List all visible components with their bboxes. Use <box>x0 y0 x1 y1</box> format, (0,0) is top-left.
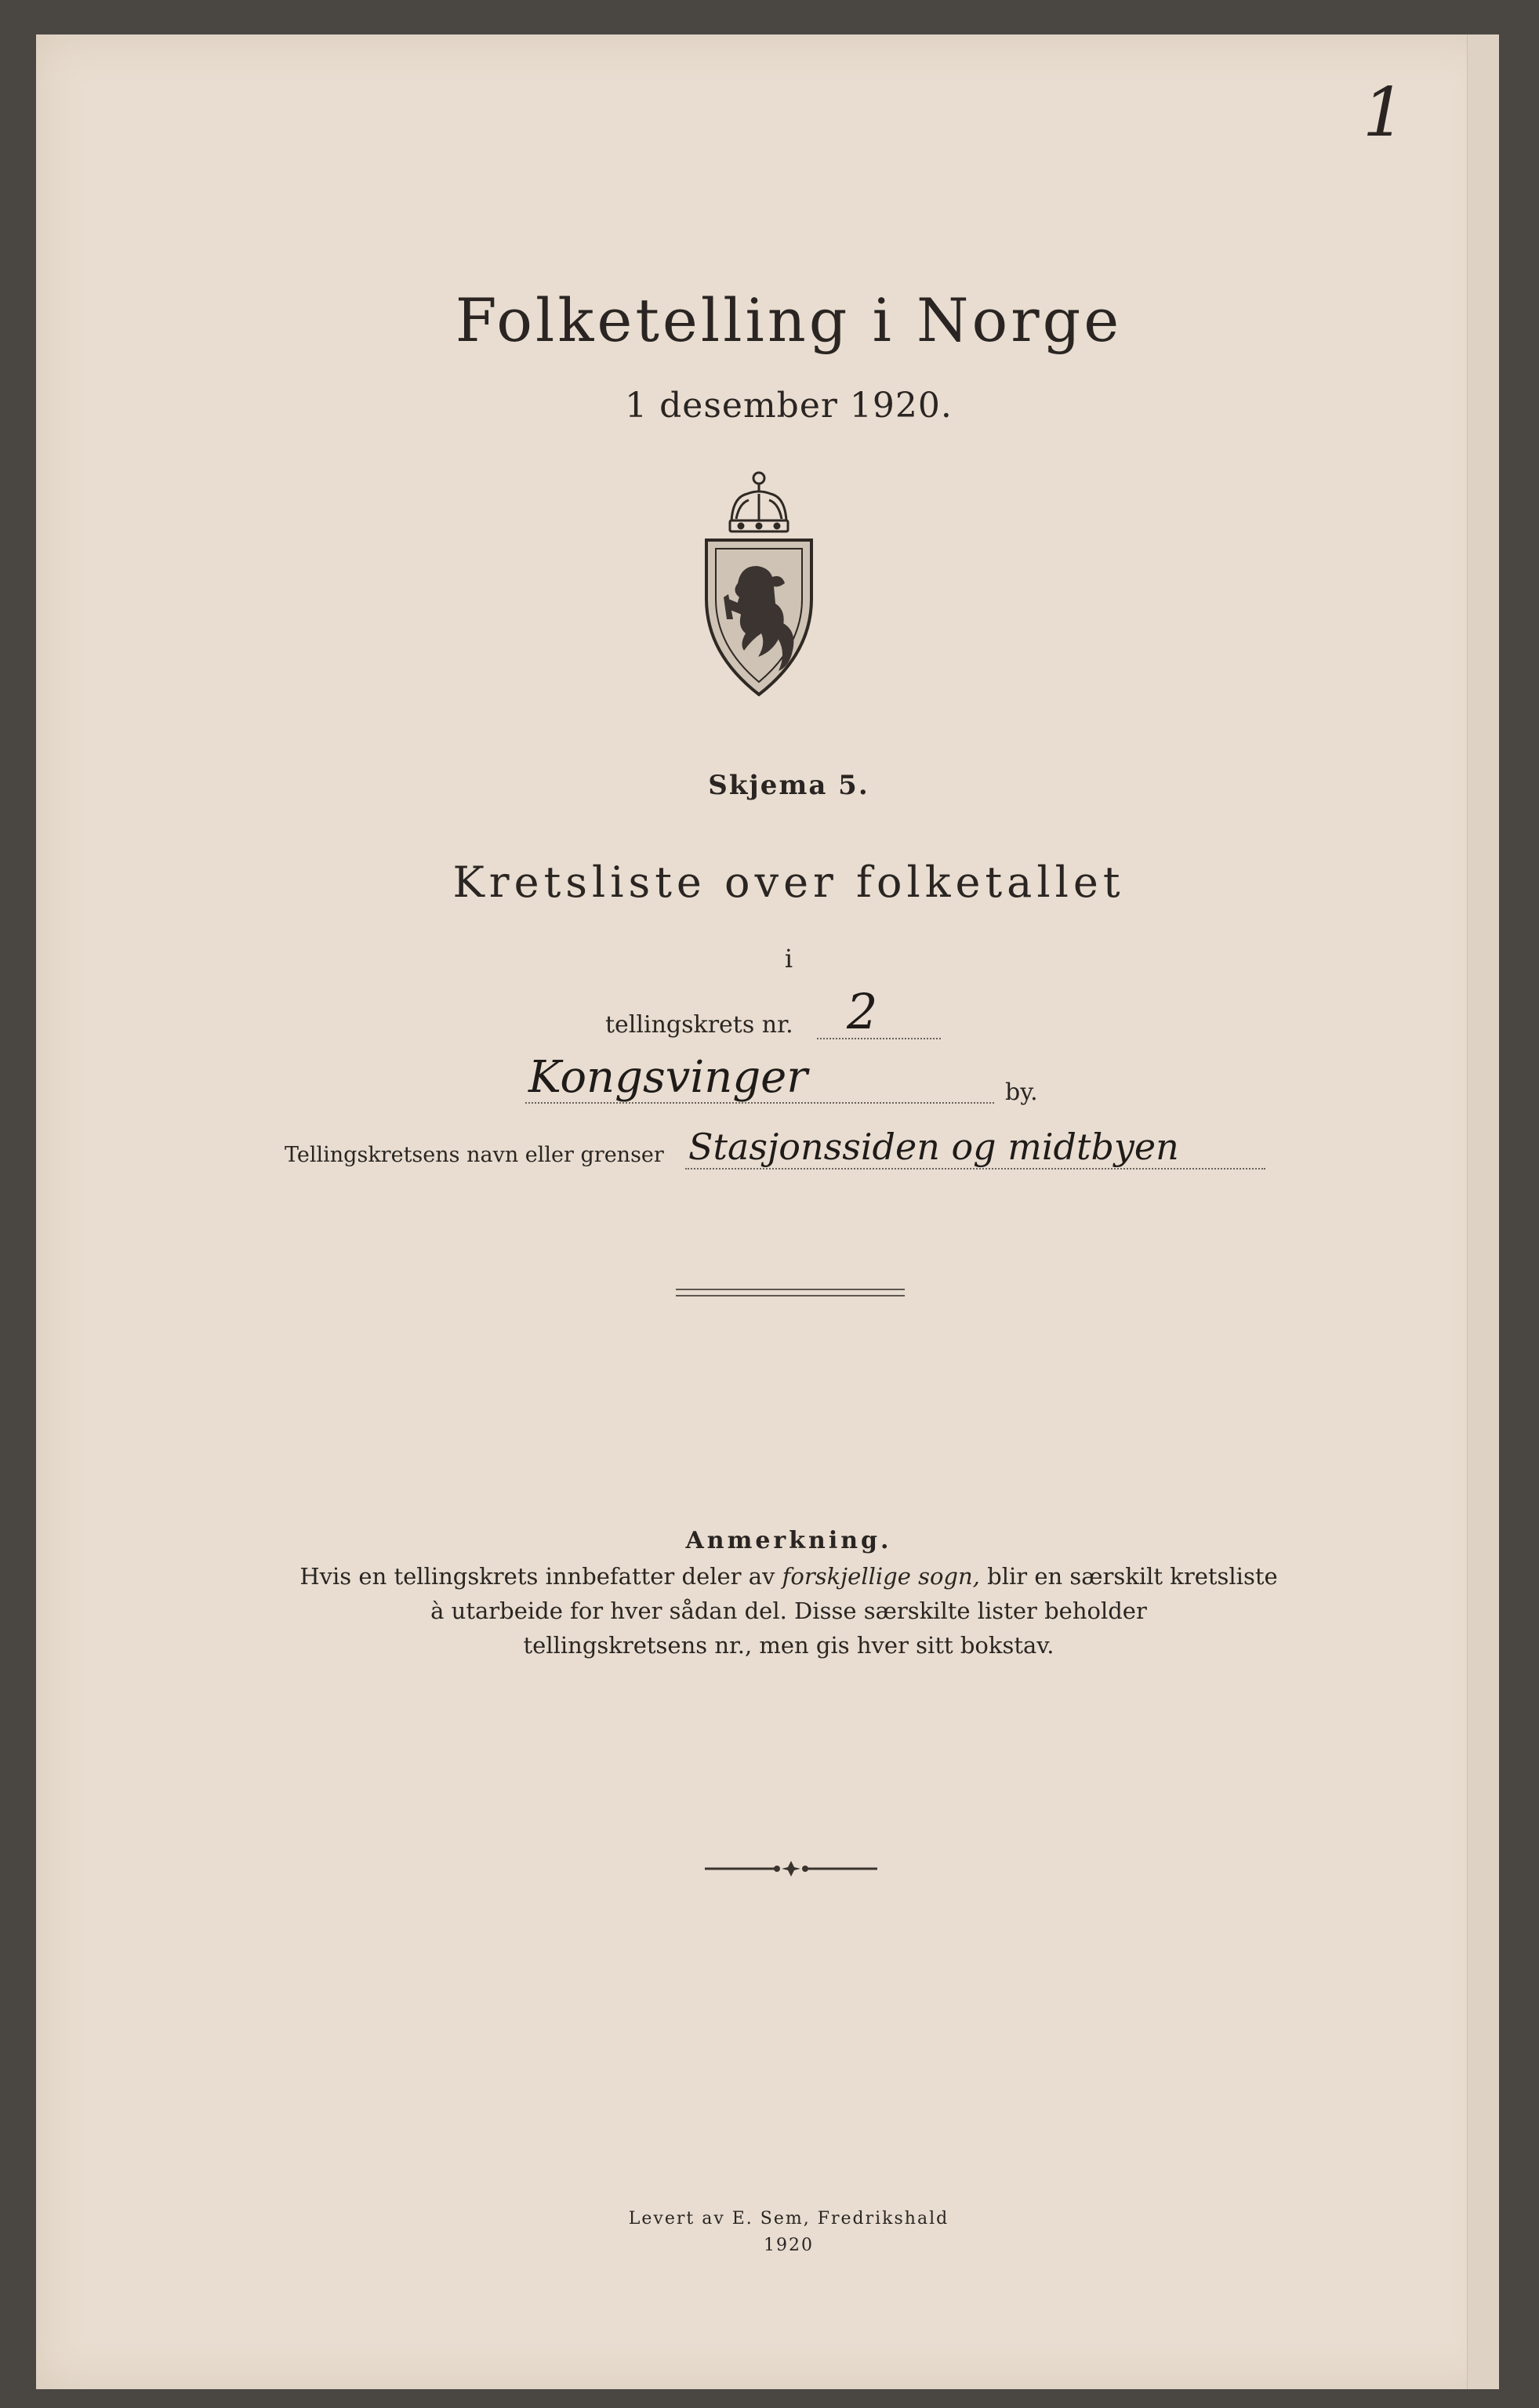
note-heading: Anmerkning. <box>685 1527 892 1554</box>
note-emphasis: forskjellige sogn, <box>782 1563 980 1590</box>
names-fill-line <box>685 1168 1265 1170</box>
census-date: 1 desember 1920. <box>625 386 953 426</box>
note-line-2: à utarbeide for hver sådan del. Disse særskilte lister beholder <box>430 1597 1147 1624</box>
note-line-3: tellingskretsens nr., men gis hver sitt bokstav. <box>523 1632 1054 1659</box>
tellingskrets-value: 2 <box>847 983 878 1040</box>
schema-label: Skjema 5. <box>708 770 869 801</box>
town-suffix: by. <box>1005 1079 1038 1106</box>
printer-imprint: Levert av E. Sem, Fredrikshald <box>628 2209 949 2228</box>
page-number-mark: 1 <box>1363 74 1406 152</box>
printer-year: 1920 <box>764 2236 814 2255</box>
census-form-page <box>36 34 1499 2389</box>
connector-word: i <box>784 944 793 974</box>
names-value: Stasjonssiden og midtbyen <box>688 1126 1179 1168</box>
note-line-1: Hvis en tellingskrets innbefatter deler av forskjellige sogn, blir en særskilt kretsliste <box>299 1563 1278 1590</box>
tellingskrets-label: tellingskrets nr. <box>605 1011 793 1039</box>
coat-of-arms-icon <box>700 466 818 701</box>
town-value: Kongsvinger <box>528 1052 808 1103</box>
names-label: Tellingskretsens navn eller grenser <box>285 1143 664 1167</box>
tellingskrets-fill-line <box>817 1038 941 1039</box>
divider-rule-top <box>676 1289 905 1290</box>
divider-rule-bottom <box>676 1295 905 1296</box>
form-subtitle: Kretsliste over folketallet <box>452 858 1125 907</box>
page-title: Folketelling i Norge <box>455 285 1123 355</box>
ornament-divider-icon <box>705 1859 877 1878</box>
